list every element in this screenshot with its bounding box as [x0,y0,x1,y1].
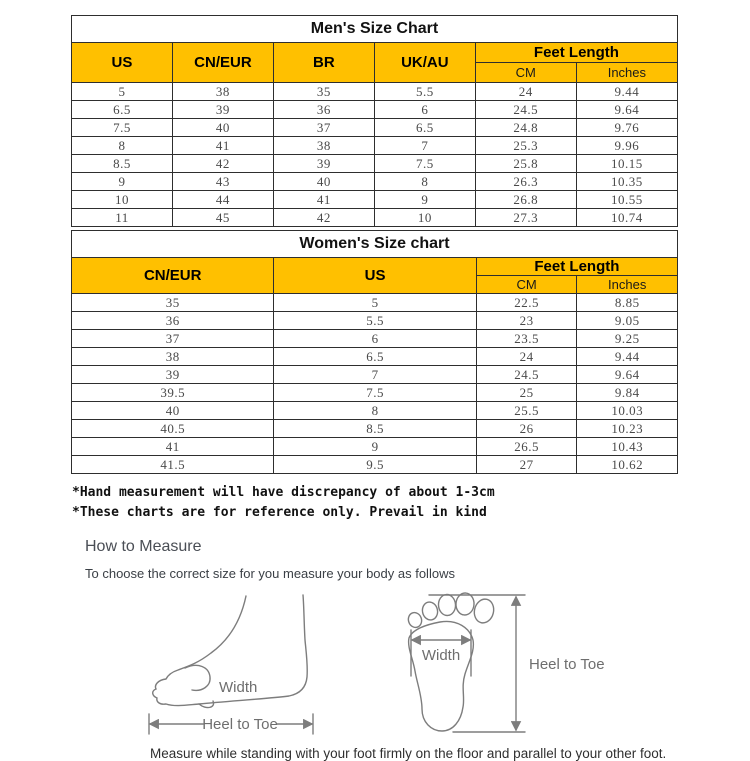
table-cell: 7.5 [374,155,475,173]
table-cell: 7.5 [72,119,173,137]
table-row [72,438,678,456]
table-row [72,83,678,101]
table-cell: 11 [72,209,173,227]
table-cell: 24.8 [475,119,576,137]
col-header-uk-au: UK/AU [374,43,475,83]
mens-size-table [71,15,678,227]
table-cell: 9.5 [274,456,476,474]
table-cell: 24 [475,83,576,101]
col-header-us: US [274,258,476,294]
table-cell: 6.5 [274,348,476,366]
table-cell: 10 [72,191,173,209]
sole-heel-to-toe-label: Heel to Toe [529,656,605,673]
table-cell: 27.3 [475,209,576,227]
table-cell: 8 [274,402,476,420]
table-cell: 40 [172,119,273,137]
table-cell: 43 [172,173,273,191]
header-row [72,258,678,276]
table-cell: 9.44 [576,83,677,101]
table-cell: 10.55 [576,191,677,209]
table-cell: 39 [72,366,274,384]
table-cell: 9 [72,173,173,191]
table-cell: 5.5 [374,83,475,101]
womens-size-table [71,230,678,474]
table-row [72,456,678,474]
table-cell: 45 [172,209,273,227]
table-cell: 10.15 [576,155,677,173]
measure-diagrams [143,593,750,740]
table-cell: 22.5 [476,294,577,312]
table-cell: 9 [374,191,475,209]
table-cell: 40 [72,402,274,420]
table-cell: 26.8 [475,191,576,209]
table-cell: 26.5 [476,438,577,456]
table-cell: 37 [72,330,274,348]
col-header-cn-eur: CN/EUR [72,258,274,294]
table-cell: 10.35 [576,173,677,191]
table-cell: 6.5 [72,101,173,119]
table-title-row [72,16,678,43]
table-cell: 9.84 [577,384,678,402]
table-cell: 10.74 [576,209,677,227]
table-row [72,209,678,227]
table-cell: 23 [476,312,577,330]
sole-outline [409,621,474,731]
header-row [72,43,678,63]
how-to-measure-heading: How to Measure [85,538,202,555]
table-cell: 40 [273,173,374,191]
table-cell: 41 [72,438,274,456]
footnote-2: *These charts are for reference only. Prevail in kind [72,505,487,520]
table-row [72,155,678,173]
table-row [72,173,678,191]
table-row [72,137,678,155]
table-cell: 7 [274,366,476,384]
side-heel-to-toe-label: Heel to Toe [202,716,278,733]
table-cell: 25.8 [475,155,576,173]
table-cell: 40.5 [72,420,274,438]
table-cell: 5 [72,83,173,101]
womens-chart-title: Women's Size chart [72,231,678,258]
col-header-br: BR [273,43,374,83]
foot-side-view-diagram [143,593,323,738]
table-cell: 9.96 [576,137,677,155]
table-cell: 26.3 [475,173,576,191]
table-cell: 44 [172,191,273,209]
table-cell: 9.64 [576,101,677,119]
table-row [72,101,678,119]
table-row [72,384,678,402]
table-cell: 35 [273,83,374,101]
table-cell: 9.05 [577,312,678,330]
table-cell: 10.23 [577,420,678,438]
table-cell: 8.85 [577,294,678,312]
toe-5-icon [406,611,423,630]
footnote-1: *Hand measurement will have discrepancy of about 1-3cm [72,485,495,500]
big-toe-icon [472,597,496,625]
table-cell: 10 [374,209,475,227]
table-row [72,366,678,384]
table-row [72,191,678,209]
table-cell: 42 [172,155,273,173]
table-row [72,119,678,137]
table-cell: 7 [374,137,475,155]
table-cell: 9.25 [577,330,678,348]
table-cell: 36 [72,312,274,330]
table-cell: 24.5 [476,366,577,384]
col-header-us: US [72,43,173,83]
table-cell: 8.5 [72,155,173,173]
ball-girth-arc [185,665,210,690]
foot-sole-diagram [395,588,625,740]
table-cell: 5 [274,294,476,312]
col-header-feet-length: Feet Length [475,43,677,63]
col-subheader-inches: Inches [576,63,677,83]
table-cell: 8.5 [274,420,476,438]
side-width-label: Width [219,679,258,696]
table-cell: 10.03 [577,402,678,420]
table-cell: 8 [72,137,173,155]
table-cell: 25.5 [476,402,577,420]
col-header-cn-eur: CN/EUR [172,43,273,83]
table-row [72,294,678,312]
col-subheader-inches: Inches [577,276,678,294]
table-cell: 41 [273,191,374,209]
table-cell: 26 [476,420,577,438]
table-cell: 5.5 [274,312,476,330]
table-cell: 10.62 [577,456,678,474]
table-cell: 39.5 [72,384,274,402]
footnotes [72,483,750,523]
table-cell: 38 [273,137,374,155]
col-subheader-cm: CM [475,63,576,83]
table-cell: 41.5 [72,456,274,474]
table-cell: 24.5 [475,101,576,119]
col-header-feet-length: Feet Length [476,258,677,276]
table-cell: 25 [476,384,577,402]
table-cell: 8 [374,173,475,191]
table-row [72,330,678,348]
table-cell: 41 [172,137,273,155]
table-cell: 6 [374,101,475,119]
table-cell: 27 [476,456,577,474]
table-cell: 9.44 [577,348,678,366]
col-subheader-cm: CM [476,276,577,294]
measure-caption: Measure while standing with your foot firmly on the floor and parallel to your other foot. [150,746,667,761]
table-row [72,420,678,438]
toe-3-icon [438,594,456,616]
table-cell: 9.64 [577,366,678,384]
table-cell: 35 [72,294,274,312]
table-cell: 36 [273,101,374,119]
table-title-row [72,231,678,258]
table-cell: 42 [273,209,374,227]
table-cell: 7.5 [274,384,476,402]
table-cell: 24 [476,348,577,366]
table-cell: 23.5 [476,330,577,348]
table-cell: 38 [172,83,273,101]
table-cell: 10.43 [577,438,678,456]
table-cell: 38 [72,348,274,366]
toe-2-icon [455,592,474,615]
how-to-measure-intro: To choose the correct size for you measure your body as follows [85,566,455,581]
table-cell: 39 [172,101,273,119]
sole-width-label: Width [421,647,461,664]
table-row [72,312,678,330]
mens-chart-title: Men's Size Chart [72,16,678,43]
table-cell: 9 [274,438,476,456]
table-cell: 37 [273,119,374,137]
table-cell: 6 [274,330,476,348]
toe-4-icon [421,601,439,622]
table-cell: 39 [273,155,374,173]
table-cell: 25.3 [475,137,576,155]
table-row [72,402,678,420]
table-cell: 9.76 [576,119,677,137]
table-cell: 6.5 [374,119,475,137]
table-row [72,348,678,366]
